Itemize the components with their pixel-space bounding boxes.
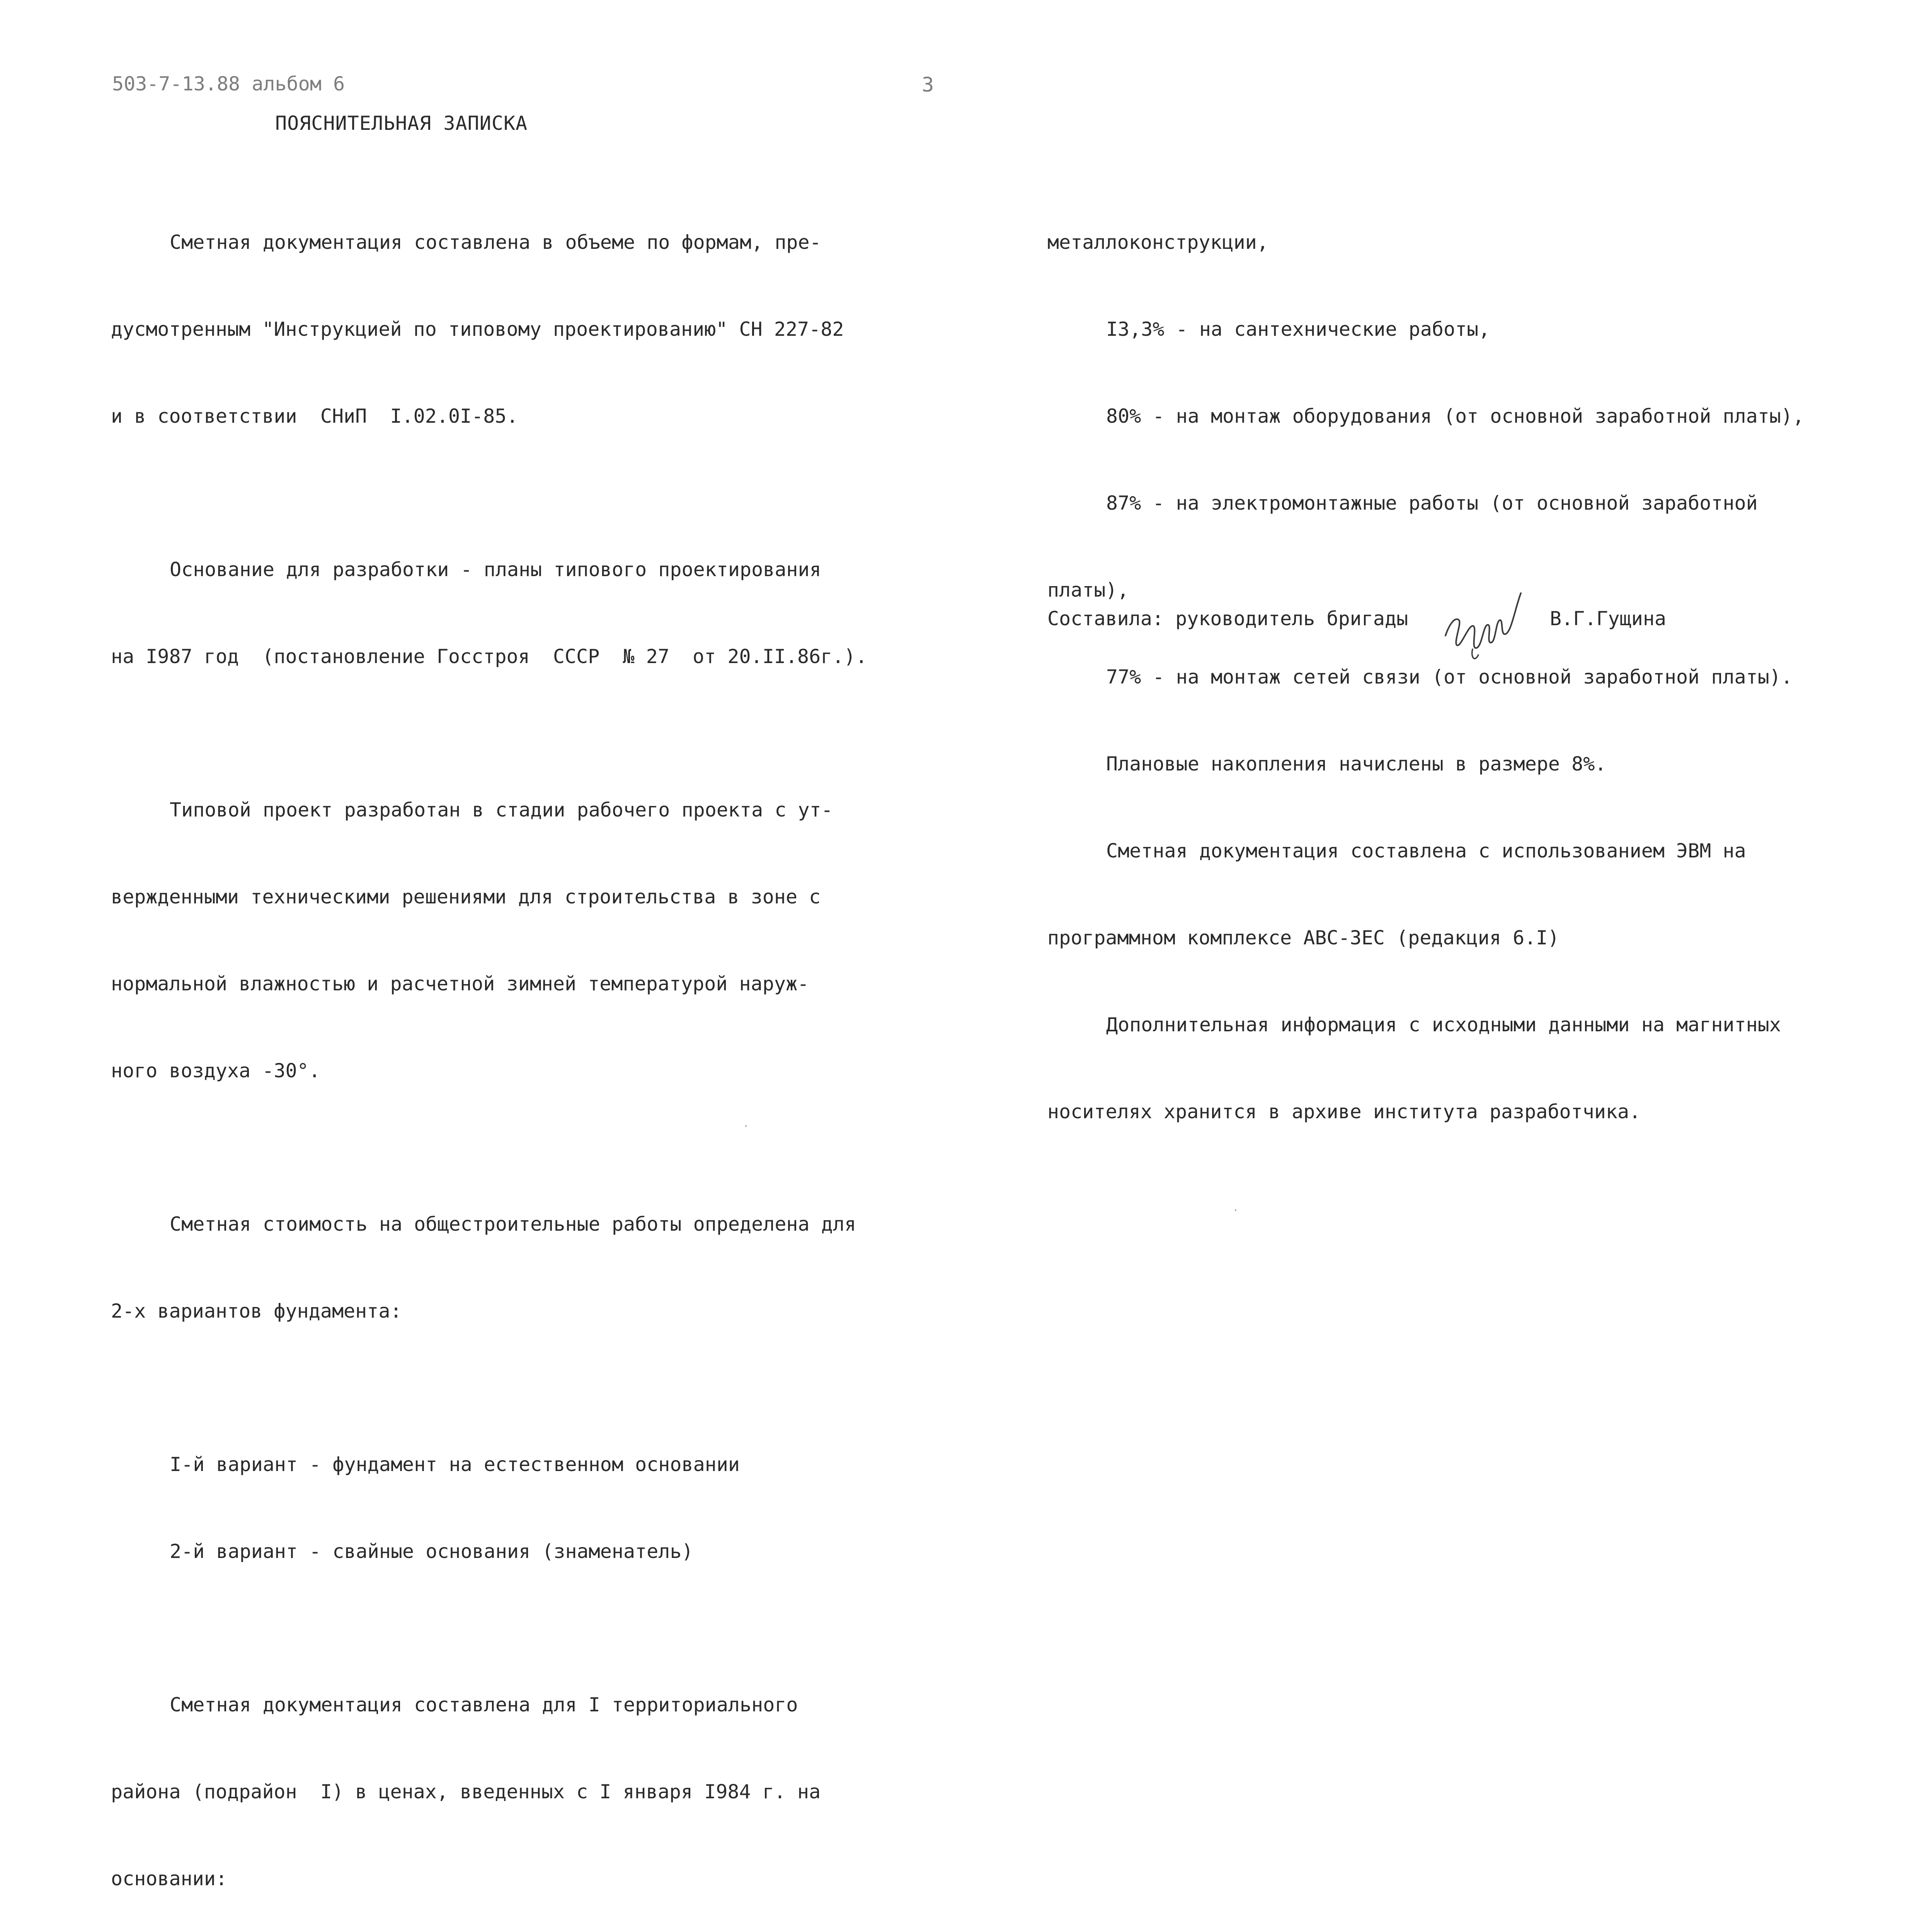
text-line: 80% - на монтаж оборудования (от основной заработной платы), — [1106, 405, 1805, 427]
text-line: Плановые накопления начислены в размере 8%. — [1106, 753, 1607, 775]
text-line: программном комплексе АВС-ЗЕС (редакция 6.I) — [1047, 927, 1559, 949]
text-line: 77% - на монтаж сетей связи (от основной заработной платы). — [1106, 666, 1793, 688]
right-column — [1047, 170, 1804, 1184]
text-line: I3,3% - на сантехнические работы, — [1106, 318, 1490, 340]
text-line: на I987 год (постановление Госстроя СССР № 27 от 20.II.86г.). — [111, 645, 867, 668]
text-line: 87% - на электромонтажные работы (от основной заработной — [1106, 492, 1758, 514]
text-line: Сметная документация составлена в объеме по формам, пре- — [170, 231, 821, 253]
text-line: металлоконструкции, — [1047, 231, 1268, 253]
text-line: платы), — [1047, 579, 1129, 601]
text-line: Сметная документация составлена для I территориального — [170, 1694, 798, 1716]
document-code: 503-7-13.88 альбом 6 — [112, 73, 345, 95]
paragraph-gap — [111, 489, 867, 497]
paragraph-gap — [111, 1143, 867, 1152]
text-line: ного воздуха -30°. — [111, 1060, 320, 1082]
text-line: и в соответствии СНиП I.02.0I-85. — [111, 405, 518, 427]
text-line: I-й вариант - фундамент на естественном основании — [170, 1453, 740, 1476]
scan-speck — [745, 1125, 747, 1127]
page-number: 3 — [922, 73, 934, 97]
text-line: 2-й вариант - свайные основания (знаменатель) — [170, 1540, 693, 1563]
text-line: Типовой проект разработан в стадии рабочего проекта с ут- — [170, 799, 833, 821]
text-line: носителях хранится в архиве института разработчика. — [1047, 1100, 1641, 1123]
text-line: Сметная документация составлена с использованием ЭВМ на — [1106, 840, 1746, 862]
paragraph-gap — [111, 1384, 867, 1392]
text-line: дусмотренным "Инструкцией по типовому проектированию" СН 227-82 — [111, 318, 844, 340]
left-column — [111, 170, 867, 1932]
text-line: основании: — [111, 1867, 228, 1890]
text-line: Дополнительная информация с исходными данными на магнитных — [1106, 1014, 1781, 1036]
scan-speck — [1235, 1209, 1236, 1211]
page-title: ПОЯСНИТЕЛЬНАЯ ЗАПИСКА — [275, 112, 528, 134]
signature-label: Составила: руководитель бригады — [1047, 607, 1408, 630]
text-line: Основание для разработки - планы типового проектирования — [170, 558, 821, 581]
signature-name: В.Г.Гущина — [1550, 607, 1667, 630]
text-line: Сметная стоимость на общестроительные работы определена для — [170, 1213, 856, 1235]
text-line: нормальной влажностью и расчетной зимней температурой наруж- — [111, 973, 809, 995]
paragraph-gap — [111, 1624, 867, 1633]
text-line: района (подрайон I) в ценах, введенных с I января I984 г. на — [111, 1781, 821, 1803]
text-line: вержденными техническими решениями для строительства в зоне с — [111, 886, 821, 908]
handwritten-signature-icon — [1438, 578, 1527, 667]
text-line: 2-х вариантов фундамента: — [111, 1300, 402, 1322]
paragraph-gap — [111, 729, 867, 738]
